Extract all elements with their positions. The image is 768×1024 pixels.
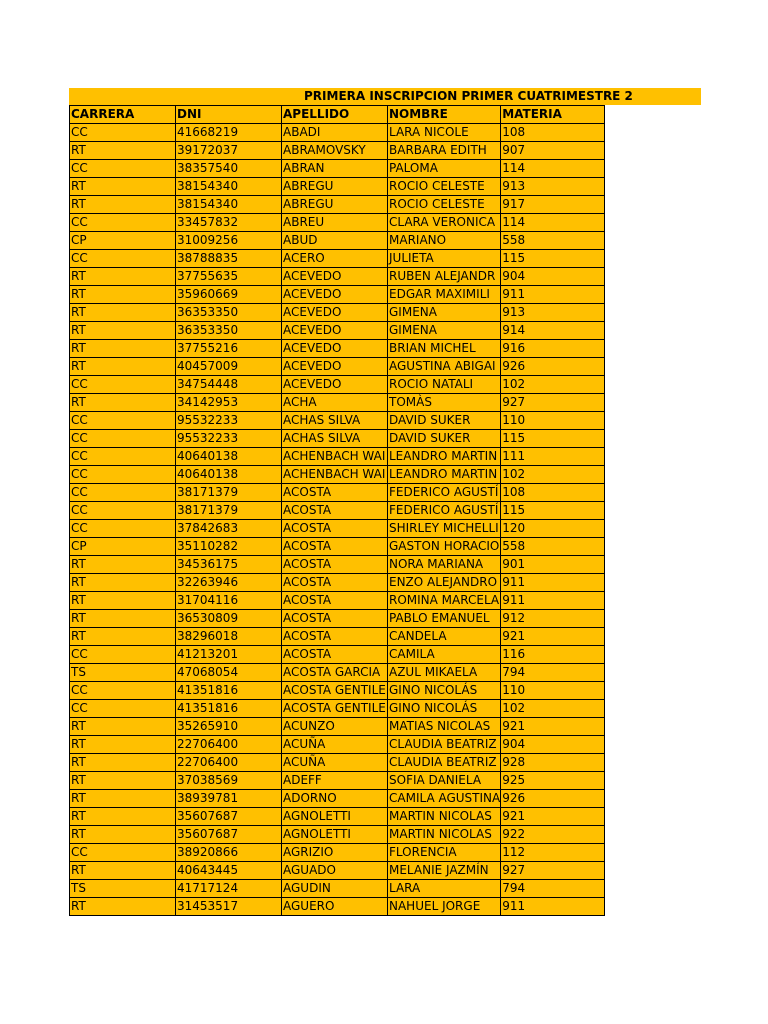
materia-cell[interactable]: 928 xyxy=(501,754,605,772)
nombre-cell[interactable]: SHIRLEY MICHELLI xyxy=(388,520,501,538)
table-row xyxy=(70,448,605,466)
carrera-cell[interactable]: RT xyxy=(70,286,176,304)
apellido-cell[interactable]: ACERO xyxy=(282,250,388,268)
apellido-cell[interactable]: ACUÑA xyxy=(282,754,388,772)
dni-cell[interactable]: 32263946 xyxy=(176,574,282,592)
carrera-cell[interactable]: CP xyxy=(70,538,176,556)
dni-cell[interactable]: 36353350 xyxy=(176,322,282,340)
nombre-cell[interactable]: BARBARA EDITH xyxy=(388,142,501,160)
apellido-cell[interactable]: ACOSTA xyxy=(282,592,388,610)
apellido-cell[interactable]: ACOSTA xyxy=(282,628,388,646)
nombre-cell[interactable]: BRIAN MICHEL xyxy=(388,340,501,358)
carrera-cell[interactable]: RT xyxy=(70,178,176,196)
carrera-cell[interactable]: RT xyxy=(70,142,176,160)
dni-cell[interactable]: 37755216 xyxy=(176,340,282,358)
materia-cell[interactable]: 558 xyxy=(501,538,605,556)
materia-cell[interactable]: 926 xyxy=(501,790,605,808)
table-row xyxy=(70,394,605,412)
table-row xyxy=(70,250,605,268)
table-row xyxy=(70,268,605,286)
dni-cell[interactable]: 41213201 xyxy=(176,646,282,664)
table-row xyxy=(70,646,605,664)
nombre-cell[interactable]: MATIAS NICOLAS xyxy=(388,718,501,736)
nombre-cell[interactable]: GIMENA xyxy=(388,304,501,322)
materia-cell[interactable]: 907 xyxy=(501,142,605,160)
header-materia[interactable]: MATERIA xyxy=(501,106,605,124)
nombre-cell[interactable]: LEANDRO MARTIN xyxy=(388,448,501,466)
dni-cell[interactable]: 38171379 xyxy=(176,484,282,502)
materia-cell[interactable]: 794 xyxy=(501,664,605,682)
apellido-cell[interactable]: ACEVEDO xyxy=(282,322,388,340)
dni-cell[interactable]: 35960669 xyxy=(176,286,282,304)
materia-cell[interactable]: 108 xyxy=(501,484,605,502)
table-row xyxy=(70,592,605,610)
nombre-cell[interactable]: CLAUDIA BEATRIZ xyxy=(388,754,501,772)
materia-cell[interactable]: 115 xyxy=(501,250,605,268)
materia-cell[interactable]: 911 xyxy=(501,898,605,916)
table-row xyxy=(70,790,605,808)
materia-cell[interactable]: 794 xyxy=(501,880,605,898)
materia-cell[interactable]: 110 xyxy=(501,682,605,700)
apellido-cell[interactable]: ACEVEDO xyxy=(282,358,388,376)
nombre-cell[interactable]: ROCIO NATALI xyxy=(388,376,501,394)
nombre-cell[interactable]: ROCIO CELESTE xyxy=(388,178,501,196)
dni-cell[interactable]: 40457009 xyxy=(176,358,282,376)
materia-cell[interactable]: 913 xyxy=(501,178,605,196)
dni-cell[interactable]: 22706400 xyxy=(176,736,282,754)
table-row xyxy=(70,430,605,448)
materia-cell[interactable]: 558 xyxy=(501,232,605,250)
carrera-cell[interactable]: CC xyxy=(70,214,176,232)
table-row xyxy=(70,772,605,790)
carrera-cell[interactable]: CC xyxy=(70,646,176,664)
materia-cell[interactable]: 904 xyxy=(501,736,605,754)
apellido-cell[interactable]: ACHENBACH WAI xyxy=(282,466,388,484)
nombre-cell[interactable]: FLORENCIA xyxy=(388,844,501,862)
carrera-cell[interactable]: RT xyxy=(70,736,176,754)
table-row xyxy=(70,178,605,196)
table-row xyxy=(70,142,605,160)
header-apellido[interactable]: APELLIDO xyxy=(282,106,388,124)
apellido-cell[interactable]: ACHENBACH WAI xyxy=(282,448,388,466)
nombre-cell[interactable]: MARIANO xyxy=(388,232,501,250)
carrera-cell[interactable]: CC xyxy=(70,520,176,538)
nombre-cell[interactable]: AZUL MIKAELA xyxy=(388,664,501,682)
table-row xyxy=(70,124,605,142)
materia-cell[interactable]: 914 xyxy=(501,322,605,340)
dni-cell[interactable]: 35110282 xyxy=(176,538,282,556)
dni-cell[interactable]: 38788835 xyxy=(176,250,282,268)
apellido-cell[interactable]: ADORNO xyxy=(282,790,388,808)
table-row xyxy=(70,880,605,898)
dni-cell[interactable]: 38154340 xyxy=(176,178,282,196)
dni-cell[interactable]: 31704116 xyxy=(176,592,282,610)
dni-cell[interactable]: 39172037 xyxy=(176,142,282,160)
apellido-cell[interactable]: ACOSTA xyxy=(282,556,388,574)
materia-cell[interactable]: 925 xyxy=(501,772,605,790)
apellido-cell[interactable]: ACOSTA xyxy=(282,520,388,538)
apellido-cell[interactable]: AGNOLETTI xyxy=(282,808,388,826)
nombre-cell[interactable]: ENZO ALEJANDRO xyxy=(388,574,501,592)
table-row xyxy=(70,358,605,376)
dni-cell[interactable]: 35607687 xyxy=(176,808,282,826)
materia-cell[interactable]: 114 xyxy=(501,160,605,178)
dni-cell[interactable]: 41351816 xyxy=(176,682,282,700)
carrera-cell[interactable]: RT xyxy=(70,574,176,592)
nombre-cell[interactable]: CANDELA xyxy=(388,628,501,646)
materia-cell[interactable]: 911 xyxy=(501,574,605,592)
nombre-cell[interactable]: GINO NICOLÁS xyxy=(388,682,501,700)
apellido-cell[interactable]: ACOSTA xyxy=(282,574,388,592)
materia-cell[interactable]: 927 xyxy=(501,394,605,412)
dni-cell[interactable]: 36530809 xyxy=(176,610,282,628)
table-row xyxy=(70,808,605,826)
apellido-cell[interactable]: ABRAN xyxy=(282,160,388,178)
materia-cell[interactable]: 921 xyxy=(501,628,605,646)
carrera-cell[interactable]: CP xyxy=(70,232,176,250)
dni-cell[interactable]: 38920866 xyxy=(176,844,282,862)
nombre-cell[interactable]: DAVID SUKER xyxy=(388,430,501,448)
materia-cell[interactable]: 115 xyxy=(501,430,605,448)
carrera-cell[interactable]: CC xyxy=(70,502,176,520)
dni-cell[interactable]: 34754448 xyxy=(176,376,282,394)
apellido-cell[interactable]: ACOSTA xyxy=(282,538,388,556)
carrera-cell[interactable]: RT xyxy=(70,862,176,880)
apellido-cell[interactable]: ACOSTA GARCIA xyxy=(282,664,388,682)
dni-cell[interactable]: 47068054 xyxy=(176,664,282,682)
nombre-cell[interactable]: CAMILA AGUSTINA xyxy=(388,790,501,808)
materia-cell[interactable]: 904 xyxy=(501,268,605,286)
table-row xyxy=(70,214,605,232)
table-row xyxy=(70,736,605,754)
table-row xyxy=(70,610,605,628)
nombre-cell[interactable]: ROCIO CELESTE xyxy=(388,196,501,214)
apellido-cell[interactable]: ACOSTA xyxy=(282,646,388,664)
table-row xyxy=(70,376,605,394)
materia-cell[interactable]: 927 xyxy=(501,862,605,880)
table-row xyxy=(70,862,605,880)
table-row xyxy=(70,502,605,520)
header-nombre[interactable]: NOMBRE xyxy=(388,106,501,124)
carrera-cell[interactable]: RT xyxy=(70,340,176,358)
carrera-cell[interactable]: CC xyxy=(70,700,176,718)
nombre-cell[interactable]: NAHUEL JORGE xyxy=(388,898,501,916)
carrera-cell[interactable]: RT xyxy=(70,268,176,286)
carrera-cell[interactable]: CC xyxy=(70,124,176,142)
carrera-cell[interactable]: RT xyxy=(70,808,176,826)
apellido-cell[interactable]: ACEVEDO xyxy=(282,340,388,358)
dni-cell[interactable]: 34142953 xyxy=(176,394,282,412)
materia-cell[interactable]: 112 xyxy=(501,844,605,862)
table-row xyxy=(70,826,605,844)
dni-cell[interactable]: 37842683 xyxy=(176,520,282,538)
carrera-cell[interactable]: RT xyxy=(70,628,176,646)
dni-cell[interactable]: 37755635 xyxy=(176,268,282,286)
inscription-table xyxy=(69,105,605,916)
carrera-cell[interactable]: RT xyxy=(70,304,176,322)
nombre-cell[interactable]: MELANIE JAZMÍN xyxy=(388,862,501,880)
nombre-cell[interactable]: TOMÀS xyxy=(388,394,501,412)
dni-cell[interactable]: 38154340 xyxy=(176,196,282,214)
dni-cell[interactable]: 34536175 xyxy=(176,556,282,574)
table-row xyxy=(70,754,605,772)
table-row xyxy=(70,628,605,646)
dni-cell[interactable]: 38296018 xyxy=(176,628,282,646)
table-row xyxy=(70,718,605,736)
materia-cell[interactable]: 917 xyxy=(501,196,605,214)
nombre-cell[interactable]: MARTIN NICOLAS xyxy=(388,808,501,826)
apellido-cell[interactable]: ACOSTA xyxy=(282,610,388,628)
nombre-cell[interactable]: ROMINA MARCELA xyxy=(388,592,501,610)
dni-cell[interactable]: 95532233 xyxy=(176,430,282,448)
nombre-cell[interactable]: FEDERICO AGUSTÍ xyxy=(388,502,501,520)
table-row xyxy=(70,340,605,358)
carrera-cell[interactable]: RT xyxy=(70,772,176,790)
nombre-cell[interactable]: FEDERICO AGUSTÍ xyxy=(388,484,501,502)
nombre-cell[interactable]: MARTIN NICOLAS xyxy=(388,826,501,844)
materia-cell[interactable]: 926 xyxy=(501,358,605,376)
dni-cell[interactable]: 38357540 xyxy=(176,160,282,178)
apellido-cell[interactable]: ABRAMOVSKY xyxy=(282,142,388,160)
apellido-cell[interactable]: ADEFF xyxy=(282,772,388,790)
carrera-cell[interactable]: CC xyxy=(70,682,176,700)
nombre-cell[interactable]: GIMENA xyxy=(388,322,501,340)
nombre-cell[interactable]: LARA xyxy=(388,880,501,898)
apellido-cell[interactable]: ABREU xyxy=(282,214,388,232)
dni-cell[interactable]: 35265910 xyxy=(176,718,282,736)
materia-cell[interactable]: 111 xyxy=(501,448,605,466)
materia-cell[interactable]: 912 xyxy=(501,610,605,628)
dni-cell[interactable]: 36353350 xyxy=(176,304,282,322)
nombre-cell[interactable]: EDGAR MAXIMILI xyxy=(388,286,501,304)
carrera-cell[interactable]: RT xyxy=(70,754,176,772)
dni-cell[interactable]: 33457832 xyxy=(176,214,282,232)
dni-cell[interactable]: 37038569 xyxy=(176,772,282,790)
dni-cell[interactable]: 31453517 xyxy=(176,898,282,916)
materia-cell[interactable]: 108 xyxy=(501,124,605,142)
dni-cell[interactable]: 22706400 xyxy=(176,754,282,772)
nombre-cell[interactable]: PALOMA xyxy=(388,160,501,178)
apellido-cell[interactable]: AGUDIN xyxy=(282,880,388,898)
header-carrera[interactable]: CARRERA xyxy=(70,106,176,124)
table-row xyxy=(70,322,605,340)
materia-cell[interactable]: 921 xyxy=(501,808,605,826)
materia-cell[interactable]: 921 xyxy=(501,718,605,736)
carrera-cell[interactable]: TS xyxy=(70,664,176,682)
table-row xyxy=(70,160,605,178)
materia-cell[interactable]: 911 xyxy=(501,286,605,304)
carrera-cell[interactable]: RT xyxy=(70,898,176,916)
table-row xyxy=(70,898,605,916)
nombre-cell[interactable]: CLARA VERONICA xyxy=(388,214,501,232)
materia-cell[interactable]: 110 xyxy=(501,412,605,430)
apellido-cell[interactable]: AGRIZIO xyxy=(282,844,388,862)
table-row xyxy=(70,232,605,250)
apellido-cell[interactable]: ABREGU xyxy=(282,178,388,196)
materia-cell[interactable]: 916 xyxy=(501,340,605,358)
table-row xyxy=(70,682,605,700)
materia-cell[interactable]: 115 xyxy=(501,502,605,520)
dni-cell[interactable]: 38171379 xyxy=(176,502,282,520)
carrera-cell[interactable]: RT xyxy=(70,556,176,574)
materia-cell[interactable]: 102 xyxy=(501,466,605,484)
table-row xyxy=(70,844,605,862)
apellido-cell[interactable]: AGNOLETTI xyxy=(282,826,388,844)
carrera-cell[interactable]: RT xyxy=(70,718,176,736)
table-row xyxy=(70,304,605,322)
nombre-cell[interactable]: RUBEN ALEJANDR xyxy=(388,268,501,286)
table-body xyxy=(70,124,605,916)
apellido-cell[interactable]: ACOSTA xyxy=(282,502,388,520)
carrera-cell[interactable]: RT xyxy=(70,610,176,628)
nombre-cell[interactable]: CLAUDIA BEATRIZ xyxy=(388,736,501,754)
carrera-cell[interactable]: RT xyxy=(70,322,176,340)
dni-cell[interactable]: 38939781 xyxy=(176,790,282,808)
apellido-cell[interactable]: ABUD xyxy=(282,232,388,250)
materia-cell[interactable]: 913 xyxy=(501,304,605,322)
apellido-cell[interactable]: ACOSTA xyxy=(282,484,388,502)
carrera-cell[interactable]: CC xyxy=(70,448,176,466)
nombre-cell[interactable]: AGUSTINA ABIGAI xyxy=(388,358,501,376)
carrera-cell[interactable]: RT xyxy=(70,394,176,412)
dni-cell[interactable]: 40640138 xyxy=(176,466,282,484)
table-row xyxy=(70,574,605,592)
table-row xyxy=(70,700,605,718)
nombre-cell[interactable]: GINO NICOLÁS xyxy=(388,700,501,718)
materia-cell[interactable]: 901 xyxy=(501,556,605,574)
carrera-cell[interactable]: CC xyxy=(70,466,176,484)
nombre-cell[interactable]: NORA MARIANA xyxy=(388,556,501,574)
apellido-cell[interactable]: ABADI xyxy=(282,124,388,142)
carrera-cell[interactable]: CC xyxy=(70,844,176,862)
table-row xyxy=(70,664,605,682)
header-dni[interactable]: DNI xyxy=(176,106,282,124)
apellido-cell[interactable]: ACOSTA GENTILE xyxy=(282,682,388,700)
apellido-cell[interactable]: ACUNZO xyxy=(282,718,388,736)
dni-cell[interactable]: 95532233 xyxy=(176,412,282,430)
dni-cell[interactable]: 40640138 xyxy=(176,448,282,466)
nombre-cell[interactable]: LEANDRO MARTIN xyxy=(388,466,501,484)
dni-cell[interactable]: 41668219 xyxy=(176,124,282,142)
table-row xyxy=(70,286,605,304)
apellido-cell[interactable]: AGUADO xyxy=(282,862,388,880)
nombre-cell[interactable]: PABLO EMANUEL xyxy=(388,610,501,628)
carrera-cell[interactable]: RT xyxy=(70,592,176,610)
materia-cell[interactable]: 911 xyxy=(501,592,605,610)
carrera-cell[interactable]: RT xyxy=(70,790,176,808)
nombre-cell[interactable]: GASTON HORACIO xyxy=(388,538,501,556)
materia-cell[interactable]: 102 xyxy=(501,700,605,718)
materia-cell[interactable]: 120 xyxy=(501,520,605,538)
carrera-cell[interactable]: RT xyxy=(70,358,176,376)
nombre-cell[interactable]: CAMILA xyxy=(388,646,501,664)
nombre-cell[interactable]: DAVID SUKER xyxy=(388,412,501,430)
carrera-cell[interactable]: RT xyxy=(70,196,176,214)
carrera-cell[interactable]: CC xyxy=(70,430,176,448)
dni-cell[interactable]: 41717124 xyxy=(176,880,282,898)
apellido-cell[interactable]: ABREGU xyxy=(282,196,388,214)
carrera-cell[interactable]: TS xyxy=(70,880,176,898)
table-row xyxy=(70,484,605,502)
table-row xyxy=(70,196,605,214)
apellido-cell[interactable]: ACEVEDO xyxy=(282,376,388,394)
carrera-cell[interactable]: CC xyxy=(70,412,176,430)
carrera-cell[interactable]: CC xyxy=(70,484,176,502)
table-row xyxy=(70,412,605,430)
apellido-cell[interactable]: AGUERO xyxy=(282,898,388,916)
nombre-cell[interactable]: LARA NICOLE xyxy=(388,124,501,142)
materia-cell[interactable]: 922 xyxy=(501,826,605,844)
apellido-cell[interactable]: ACUÑA xyxy=(282,736,388,754)
apellido-cell[interactable]: ACHA xyxy=(282,394,388,412)
dni-cell[interactable]: 35607687 xyxy=(176,826,282,844)
apellido-cell[interactable]: ACOSTA GENTILE xyxy=(282,700,388,718)
table-row xyxy=(70,538,605,556)
carrera-cell[interactable]: CC xyxy=(70,160,176,178)
table-row xyxy=(70,466,605,484)
table-row xyxy=(70,520,605,538)
nombre-cell[interactable]: SOFIA DANIELA xyxy=(388,772,501,790)
apellido-cell[interactable]: ACEVEDO xyxy=(282,268,388,286)
materia-cell[interactable]: 114 xyxy=(501,214,605,232)
dni-cell[interactable]: 40643445 xyxy=(176,862,282,880)
carrera-cell[interactable]: CC xyxy=(70,376,176,394)
carrera-cell[interactable]: CC xyxy=(70,250,176,268)
apellido-cell[interactable]: ACEVEDO xyxy=(282,286,388,304)
table-row xyxy=(70,556,605,574)
nombre-cell[interactable]: JULIETA xyxy=(388,250,501,268)
sheet-title: PRIMERA INSCRIPCION PRIMER CUATRIMESTRE 2 xyxy=(304,89,633,103)
dni-cell[interactable]: 31009256 xyxy=(176,232,282,250)
apellido-cell[interactable]: ACHAS SILVA xyxy=(282,412,388,430)
apellido-cell[interactable]: ACHAS SILVA xyxy=(282,430,388,448)
dni-cell[interactable]: 41351816 xyxy=(176,700,282,718)
materia-cell[interactable]: 102 xyxy=(501,376,605,394)
materia-cell[interactable]: 116 xyxy=(501,646,605,664)
carrera-cell[interactable]: RT xyxy=(70,826,176,844)
header-row xyxy=(70,106,605,124)
apellido-cell[interactable]: ACEVEDO xyxy=(282,304,388,322)
